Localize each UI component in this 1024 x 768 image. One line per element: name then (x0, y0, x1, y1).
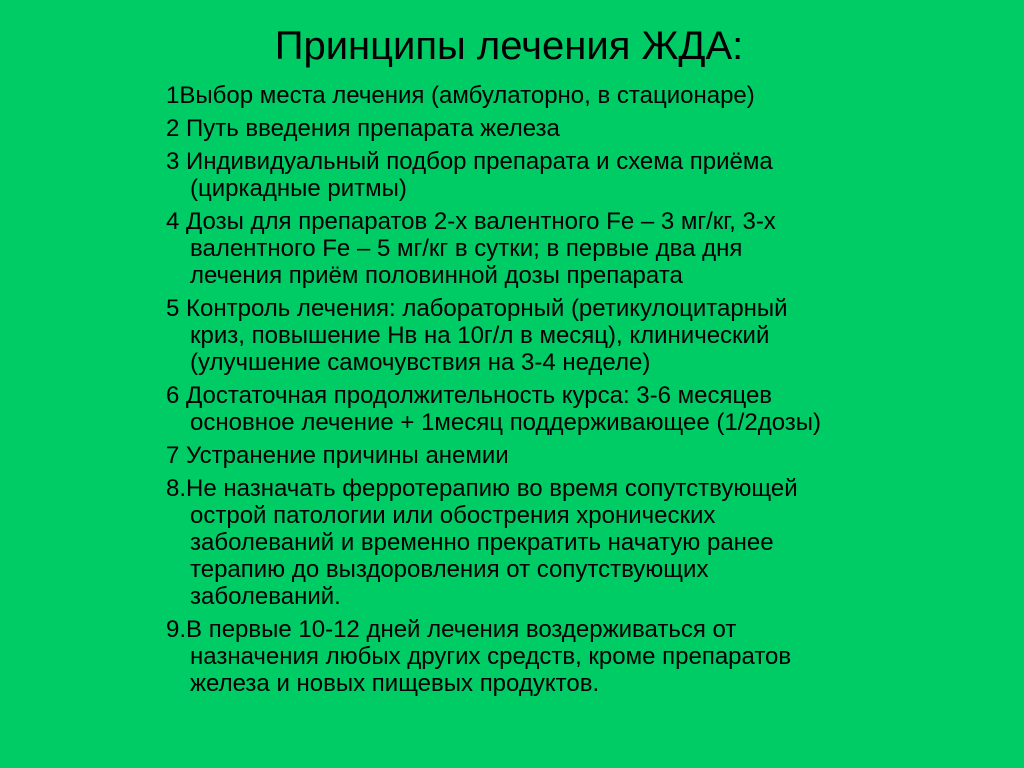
list-item-4: 4 Дозы для препаратов 2-х валентного Fe – 3 мг/кг, 3-х валентного Fe – 5 мг/кг в сутки; в первые два дня лечения приём половинной дозы препарата (166, 208, 776, 289)
list-item-1: 1Выбор места лечения (амбулаторно, в стационаре) (166, 82, 755, 109)
list-item-2: 2 Путь введения препарата железа (166, 115, 560, 142)
slide-title: Принципы лечения ЖДА: (274, 24, 744, 68)
list-item-6: 6 Достаточная продолжительность курса: 3-6 месяцев основное лечение + 1месяц поддерживающее (1/2дозы) (166, 382, 822, 436)
principles-list (166, 82, 986, 703)
list-item-7: 7 Устранение причины анемии (166, 442, 509, 469)
list-item-3: 3 Индивидуальный подбор препарата и схема приёма (циркадные ритмы) (166, 148, 773, 202)
list-item-9: 9.В первые 10-12 дней лечения воздерживаться от назначения любых других средств, кроме препаратов железа и новых пищевых продуктов. (166, 616, 792, 697)
list-item-8: 8.Не назначать ферротерапию во время сопутствующей острой патологии или обострения хронических заболеваний и временно прекратить начатую ранее терапию до выздоровления от сопутствующих заболеваний. (166, 475, 798, 610)
list-item-5: 5 Контроль лечения: лабораторный (ретикулоцитарный криз, повышение Нв на 10г/л в месяц), клинический (улучшение самочувствия на 3-4 неделе) (166, 295, 788, 376)
